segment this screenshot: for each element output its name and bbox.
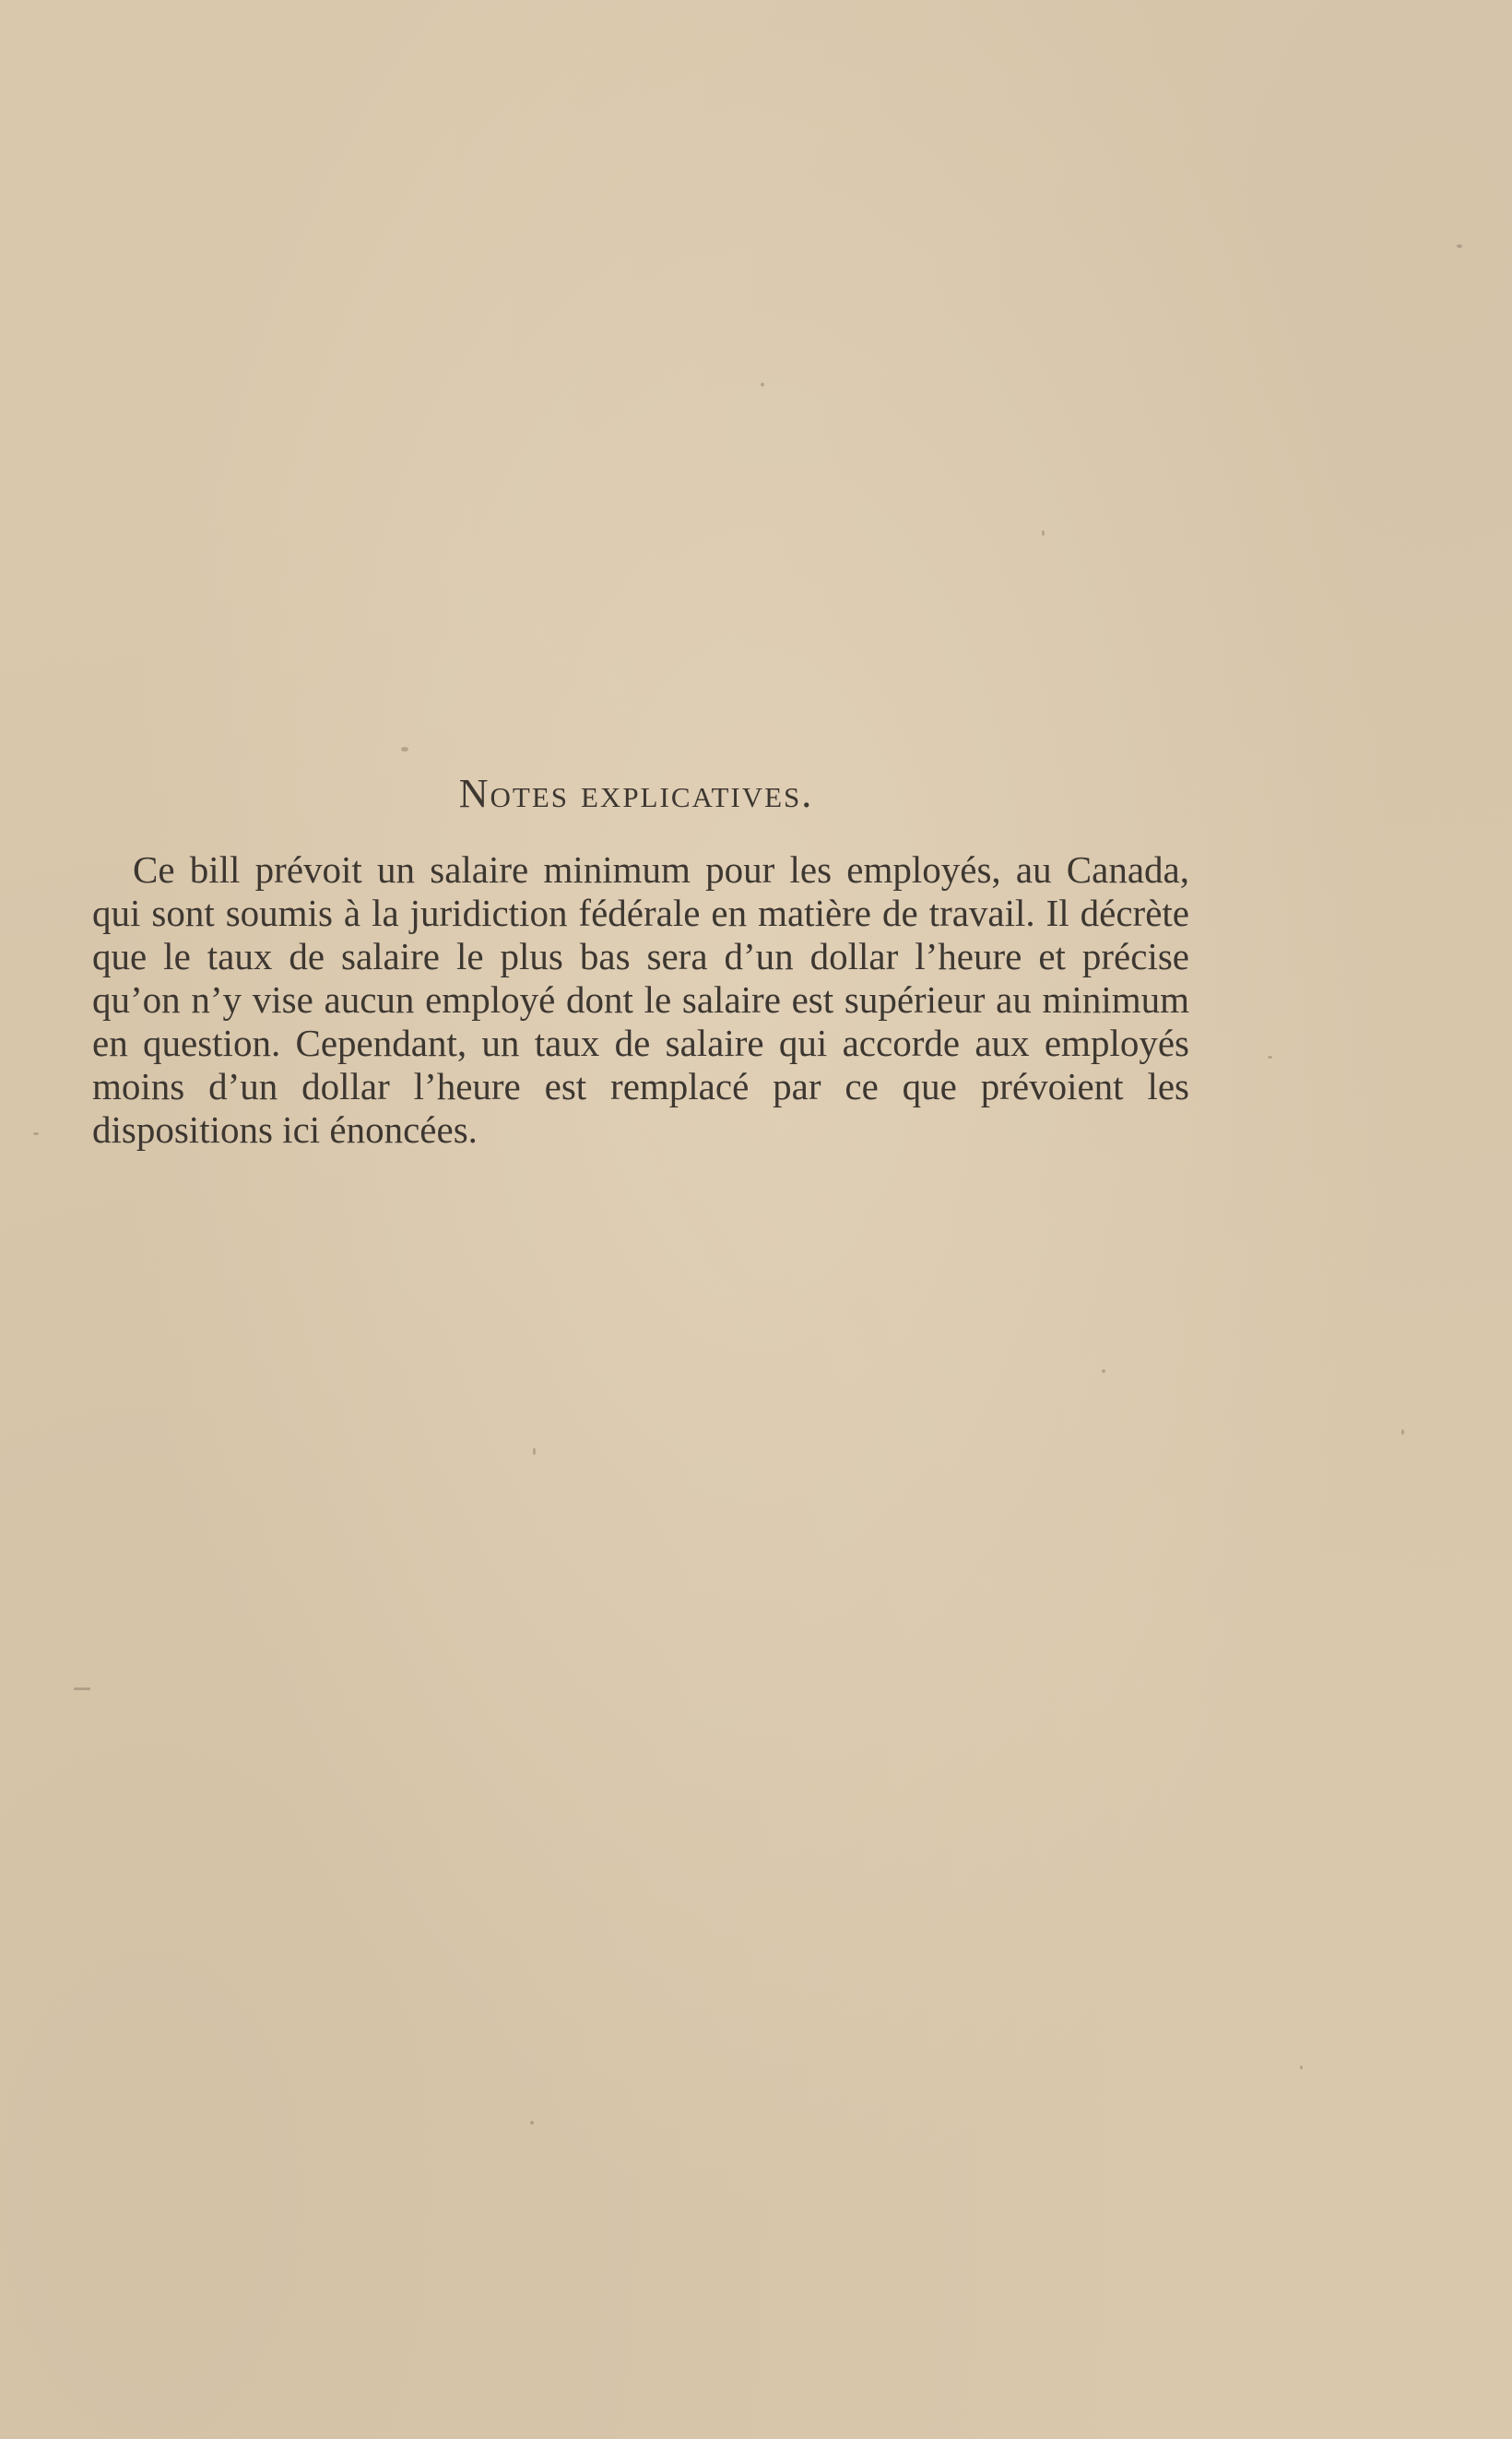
explanatory-paragraph: Ce bill prévoit un salaire minimum pour les employés, au Canada, qui sont soumis à la juridiction fédérale en matière de travail. Il décrète que le taux de salaire le plus bas sera d’un dollar l’heure et précise qu’on n’y vise aucun employé dont le salaire est supérieur au minimum en question. Cependant, un taux de salaire qui accorde aux employés moins d’un dollar l’heure est remplacé par ce que prévoient les dispositions ici énoncées. [92,848,1189,1151]
paper-speck [1102,1369,1105,1373]
paper-speck [530,2121,534,2125]
paper-speck [533,1448,536,1455]
paper-speck [1457,244,1462,248]
paper-speck [1401,1429,1404,1435]
paper-speck [74,1687,90,1690]
paper-speck [1300,2066,1303,2069]
notes-heading: Notes explicatives. [458,771,814,816]
paper-speck [761,383,764,386]
paper-speck [1042,530,1045,536]
paper-speck [401,747,408,752]
paper-speck [1268,1056,1272,1059]
paper-speck [33,1132,39,1135]
